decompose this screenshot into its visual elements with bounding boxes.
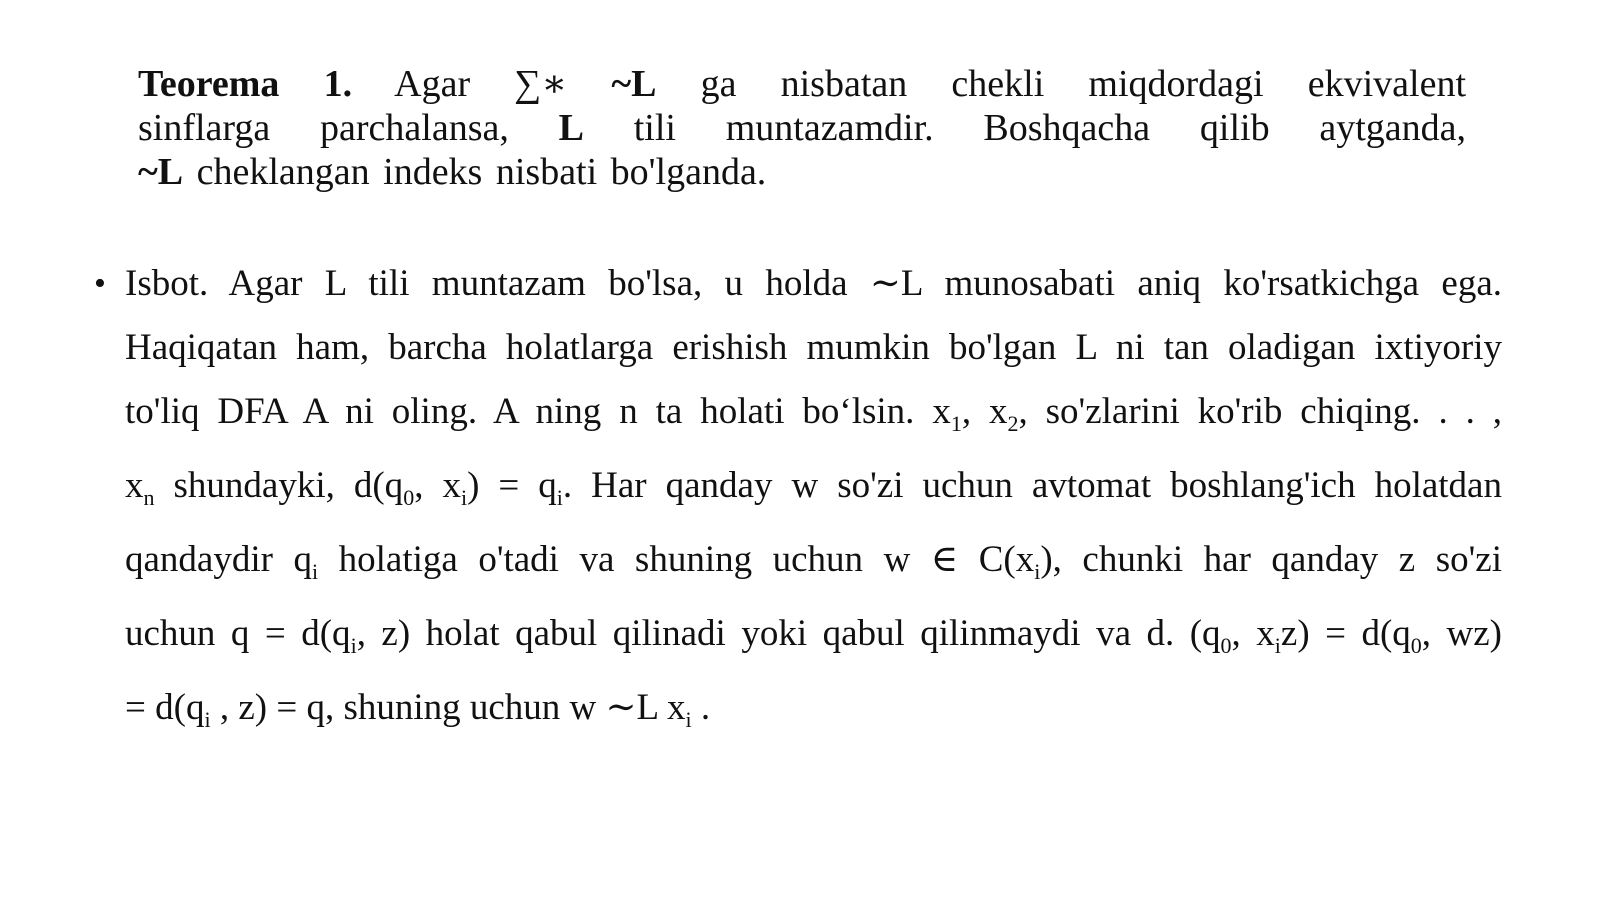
- proof-line-4: [125, 464, 1502, 538]
- subscript: 0: [1220, 633, 1232, 658]
- subscript: i: [350, 633, 357, 658]
- bullet-point: •: [94, 265, 106, 302]
- subscript: 0: [1410, 633, 1422, 658]
- proof-text: , x: [1231, 613, 1275, 654]
- proof-text: z) = d(q: [1280, 613, 1411, 654]
- proof-text: .: [691, 687, 711, 728]
- subscript: i: [556, 485, 563, 510]
- subscript: i: [685, 707, 692, 732]
- subscript: 0: [403, 485, 415, 510]
- equivalence-relation-symbol: ~L: [611, 63, 657, 105]
- theorem-text: ga nisbatan chekli miqdordagi ekvivalent: [700, 63, 1467, 105]
- proof-text: , x: [961, 391, 1008, 432]
- proof-text: , z) holat qabul qilinadi yoki qabul qilinmaydi va d. (q: [356, 613, 1221, 654]
- proof-text: shundayki, d(q: [154, 465, 404, 506]
- proof-text: , wz): [1421, 613, 1502, 654]
- equivalence-relation-symbol: ~L: [138, 151, 184, 193]
- proof-line-7: [125, 686, 1502, 760]
- proof-block: [125, 262, 1502, 760]
- subscript: 2: [1007, 411, 1019, 436]
- proof-text: qandaydir q: [125, 539, 312, 580]
- proof-text: , so'zlarini ko'rib chiqing. . . ,: [1018, 391, 1503, 432]
- subscript: n: [143, 485, 155, 510]
- proof-text: x: [125, 465, 144, 506]
- sigma-star-symbol: ∑∗: [514, 63, 568, 105]
- subscript: 1: [950, 411, 962, 436]
- proof-text: uchun q = d(q: [125, 613, 351, 654]
- theorem-text: tili muntazamdir. Boshqacha qilib aytganda,: [633, 107, 1466, 149]
- proof-text: ) = q: [467, 465, 557, 506]
- theorem-text: cheklangan indeks nisbati bo'lganda.: [196, 151, 767, 193]
- subscript: i: [460, 485, 468, 510]
- proof-text: , x: [414, 465, 461, 506]
- proof-text: . Har qanday w so'zi uchun avtomat boshlang'ich holatdan: [562, 465, 1502, 506]
- subscript: i: [1274, 633, 1281, 658]
- subscript: i: [1034, 559, 1041, 584]
- subscript: i: [311, 559, 319, 584]
- theorem-line-2: [138, 106, 1466, 150]
- proof-text: to'liq DFA A ni oling. A ning n ta holati bo‘lsin. x: [125, 391, 951, 432]
- theorem-line-3: [138, 150, 1466, 194]
- theorem-label: Teorema 1.: [138, 63, 353, 105]
- proof-line-6: [125, 612, 1502, 686]
- proof-text: ), chunki har qanday z so'zi: [1040, 539, 1502, 580]
- proof-line-2: Haqiqatan ham, barcha holatlarga erishish mumkin bo'lgan L ni tan oladigan ixtiyoriy: [125, 327, 1502, 368]
- theorem-text: sinflarga parchalansa,: [138, 107, 509, 149]
- language-symbol: L: [558, 107, 584, 149]
- theorem-block: [138, 62, 1466, 194]
- proof-text: , z) = q, shuning uchun w ∼L x: [210, 687, 686, 728]
- subscript: i: [204, 707, 211, 732]
- proof-line-5: [125, 538, 1502, 612]
- proof-line-1: Isbot. Agar L tili muntazam bo'lsa, u holda ∼L munosabati aniq ko'rsatkichga ega.: [125, 263, 1502, 304]
- proof-text: holatiga o'tadi va shuning uchun w ∈ C(x: [318, 539, 1035, 580]
- proof-line-3: [125, 390, 1502, 464]
- theorem-line-1: [138, 62, 1466, 106]
- theorem-text: Agar: [394, 63, 471, 105]
- proof-text: = d(q: [125, 687, 205, 728]
